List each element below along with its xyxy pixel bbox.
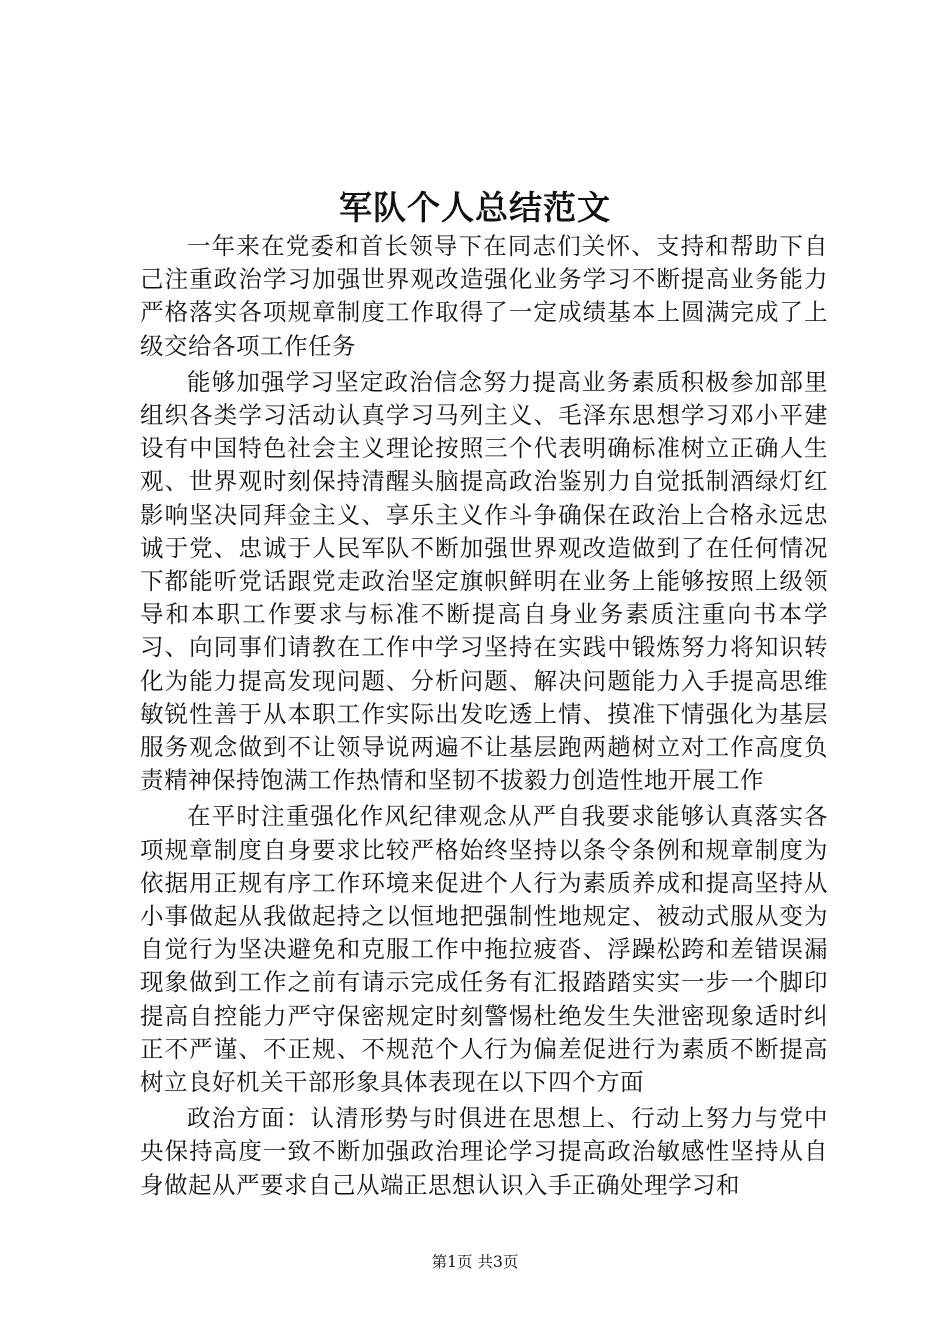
- paragraph-2: 能够加强学习坚定政治信念努力提高业务素质积极参加部里组织各类学习活动认真学习马列主义、毛泽东思想学习邓小平建设有中国特色社会主义理论按照三个代表明确标准树立正确人生观、世界观时刻保持清醒头脑提高政治鉴别力自觉抵制酒绿灯红影响坚决同拜金主义、享乐主义作斗争确保在政治上合格永远忠诚于党、忠诚于人民军队不断加强世界观改造做到了在任何情况下都能听党话跟党走政治坚定旗帜鲜明在业务上能够按照上级领导和本职工作要求与标准不断提高自身业务素质注重向书本学习、向同事们请教在工作中学习坚持在实践中锻炼努力将知识转化为能力提高发现问题、分析问题、解决问题能力入手提高思维敏锐性善于从本职工作实际出发吃透上情、摸准下情强化为基层服务观念做到不让领导说两遍不让基层跑两趟树立对工作高度负责精神保持饱满工作热情和坚韧不拔毅力创造性地开展工作: [140, 367, 828, 795]
- paragraph-4: 政治方面：认清形势与时俱进在思想上、行动上努力与党中央保持高度一致不断加强政治理论学习提高政治敏感性坚持从自身做起从严要求自己从端正思想认识入手正确处理学习和: [140, 1104, 828, 1199]
- document-title: 军队个人总结范文: [339, 188, 611, 227]
- paragraph-1: 一年来在党委和首长领导下在同志们关怀、支持和帮助下自己注重政治学习加强世界观改造强化业务学习不断提高业务能力严格落实各项规章制度工作取得了一定成绩基本上圆满完成了上级交给各项工作任务: [140, 232, 828, 360]
- paragraph-3: 在平时注重强化作风纪律观念从严自我要求能够认真落实各项规章制度自身要求比较严格始终坚持以条令条例和规章制度为依据用正规有序工作环境来促进个人行为素质养成和提高坚持从小事做起从我做起持之以恒地把强制性地规定、被动式服从变为自觉行为坚决避免和克服工作中拖拉疲沓、浮躁松跨和差错误漏现象做到工作之前有请示完成任务有汇报踏踏实实一步一个脚印提高自控能力严守保密规定时刻警惕杜绝发生失泄密现象适时纠正不严谨、不正规、不规范个人行为偏差促进行为素质不断提高树立良好机关干部形象具体表现在以下四个方面: [140, 802, 828, 1097]
- page-footer: 第1页 共3页: [431, 1253, 519, 1271]
- document-body: [140, 230, 828, 1202]
